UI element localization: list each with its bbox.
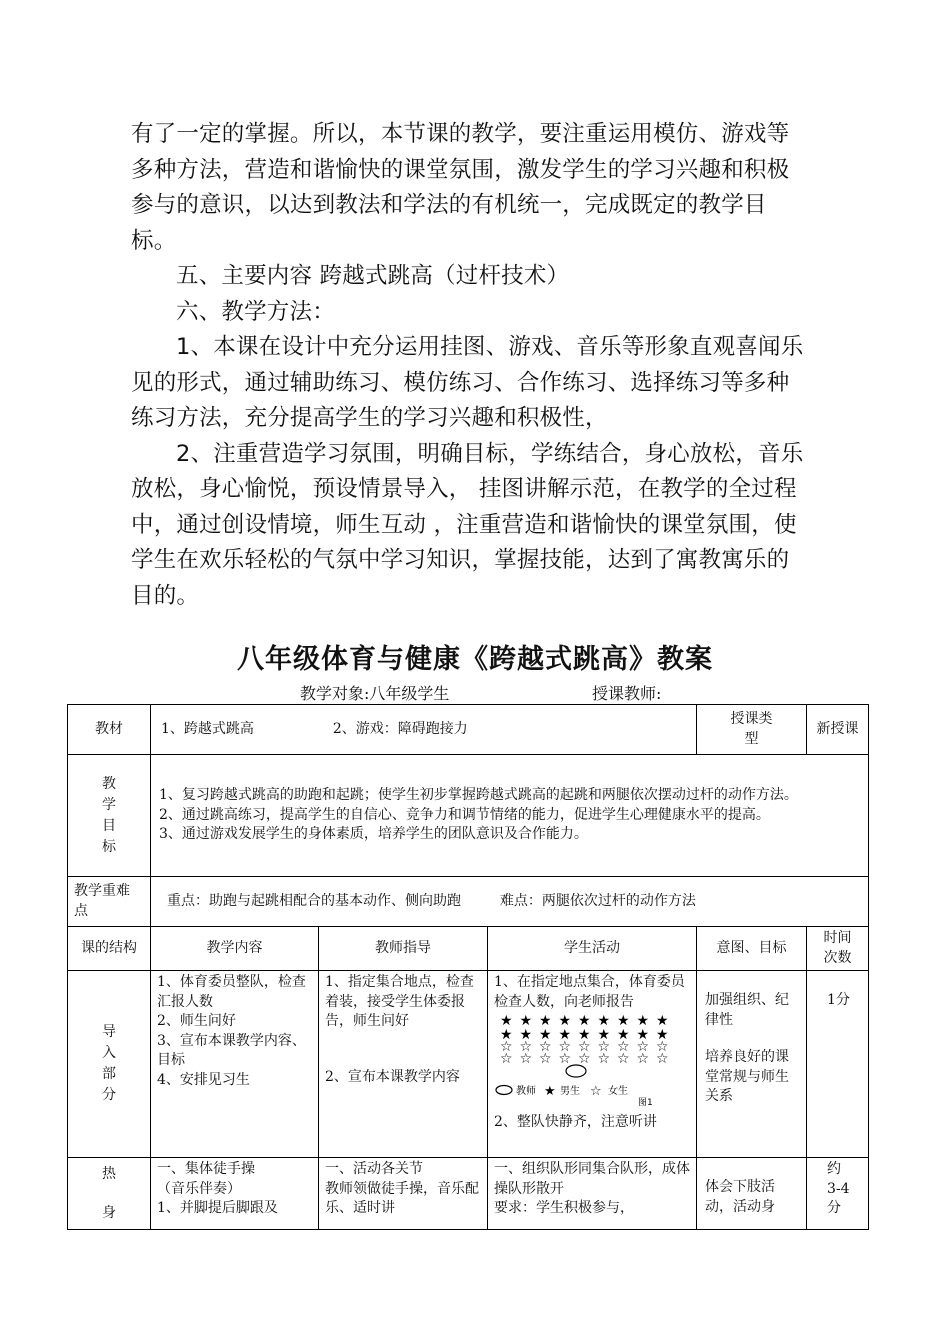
type-label: 授课类型 xyxy=(697,705,807,755)
material-label: 教材 xyxy=(68,705,151,755)
method-one: 1、本课在设计中充分运用挂图、游戏、音乐等形象直观喜闻乐见的形式，通过辅助练习、模仿练习、合作练习、选择练习等多种练习方法，充分提高学生的学习兴趣和积极性， xyxy=(131,334,804,431)
formation-diagram xyxy=(494,1014,684,1106)
warmup-time: 约 3-4 分 xyxy=(807,1158,869,1230)
header-teacher: 教师指导 xyxy=(319,927,488,971)
warmup-section-label: 热 身 xyxy=(68,1158,151,1230)
boy-star: ★ xyxy=(656,1027,669,1043)
boy-star: ★ xyxy=(617,1027,630,1043)
header-row xyxy=(68,927,869,971)
girl-star: ☆ xyxy=(558,1051,572,1067)
boy-star: ★ xyxy=(578,1014,591,1029)
intro-time: 1分 xyxy=(807,971,869,1158)
keypoints-row xyxy=(68,877,869,927)
boy-star: ★ xyxy=(519,1027,533,1043)
figure-label: 图1 xyxy=(638,1098,653,1106)
warmup-content: 一、集体徒手操 （音乐伴奏） 1、并脚提后脚跟及 xyxy=(151,1158,319,1230)
girl-star: ☆ xyxy=(636,1051,650,1067)
material-1: 1、跨越式跳高 xyxy=(161,720,254,737)
boy-star: ★ xyxy=(558,1027,572,1043)
paragraph-continuation: 有了一定的掌握。所以，本节课的教学，要注重运用模仿、游戏等多种方法，营造和谐愉快的课堂氛围，激发学生的学习兴趣和积极参与的意识，以达到教法和学法的有机统一，完成既定的教学目标。 xyxy=(131,121,790,254)
girl-star: ☆ xyxy=(636,1039,650,1055)
intro-student: 1、在指定地点集合，体育委员检查人数，向老师报告 ★ ★ ★ ★ ★ ★ ★ ★ ★ ★ ★ ★ ★ ★ ★ ★ ★ ★ ☆ ☆ ☆ ☆ ☆ ☆ ☆ ☆ ☆ ☆ ☆ ☆ ☆ ☆ ☆ ☆ ☆ ☆ 教师 ★ 男生 ☆ 女生 图1 2、整队快静齐，注意听讲 xyxy=(488,971,697,1158)
warmup-section-row xyxy=(68,1158,869,1230)
girl-star: ☆ xyxy=(578,1039,591,1055)
girl-star: ☆ xyxy=(656,1051,669,1067)
boy-star: ★ xyxy=(539,1027,552,1043)
teacher-legend-icon xyxy=(496,1086,512,1095)
legend-girl: 女生 xyxy=(608,1086,628,1097)
boy-star: ★ xyxy=(519,1014,533,1029)
girl-star: ☆ xyxy=(500,1039,513,1055)
boy-star: ★ xyxy=(656,1014,669,1029)
goal-3: 3、通过游戏发展学生的身体素质，培养学生的团队意识及合作能力。 xyxy=(159,826,588,843)
intro-section-row xyxy=(68,971,869,1158)
section-five: 五、主要内容 跨越式跳高（过杆技术） xyxy=(176,263,570,289)
section-six: 六、教学方法： xyxy=(176,298,335,325)
material-cell xyxy=(151,705,697,755)
girls-row-2 xyxy=(500,1051,669,1067)
boy-star: ★ xyxy=(636,1014,650,1029)
warmup-intent: 体会下肢活动，活动身 xyxy=(697,1158,807,1230)
girl-star: ☆ xyxy=(578,1051,591,1067)
type-value: 新授课 xyxy=(807,705,869,755)
teacher-field: 授课教师: xyxy=(592,684,662,703)
legend-teacher: 教师 xyxy=(516,1086,536,1097)
girl-star: ☆ xyxy=(656,1039,669,1055)
material-2: 2、游戏：障碍跑接力 xyxy=(332,720,468,737)
boy-star: ★ xyxy=(558,1014,572,1029)
goal-1: 1、复习跨越式跳高的助跑和起跳；使学生初步掌握跨越式跳高的起跳和两腿依次摆动过杆的动作方法。 xyxy=(159,787,798,804)
girl-star: ☆ xyxy=(519,1039,533,1055)
intro-content: 1、体育委员整队，检查汇报人数 2、师生问好 3、宣布本课教学内容、目标 4、安排见习生 xyxy=(151,971,319,1158)
boy-star: ★ xyxy=(617,1014,630,1029)
girl-star: ☆ xyxy=(539,1051,552,1067)
boy-star: ★ xyxy=(597,1014,611,1029)
goals-row xyxy=(68,755,869,877)
header-intent: 意图、目标 xyxy=(697,927,807,971)
girl-star: ☆ xyxy=(558,1039,572,1055)
warmup-student: 一、组织队形同集合队形，成体操队形散开 要求：学生积极参与， xyxy=(488,1158,697,1230)
lesson-plan-table xyxy=(67,704,869,1230)
girl-star: ☆ xyxy=(500,1051,513,1067)
intro-intent: 加强组织、纪律性 培养良好的课堂常规与师生关系 xyxy=(697,971,807,1158)
boy-star: ★ xyxy=(636,1027,650,1043)
teaching-target: 教学对象:八年级学生 xyxy=(300,684,450,703)
legend-boy: 男生 xyxy=(560,1086,580,1097)
header-structure: 课的结构 xyxy=(68,927,151,971)
goals-label: 教 学 目 标 xyxy=(68,755,151,877)
boy-star: ★ xyxy=(500,1027,513,1043)
boy-star: ★ xyxy=(597,1027,611,1043)
header-student: 学生活动 xyxy=(488,927,697,971)
boy-legend-icon: ★ xyxy=(544,1084,556,1099)
teacher-icon xyxy=(566,1065,586,1077)
keypoints-cell xyxy=(151,877,869,927)
difficulty: 难点：两腿依次过杆的动作方法 xyxy=(499,892,696,909)
intro-text xyxy=(131,117,811,614)
girl-star: ☆ xyxy=(617,1051,630,1067)
girl-star: ☆ xyxy=(597,1039,611,1055)
warmup-teacher: 一、活动各关节 教师领做徒手操，音乐配乐、适时讲 xyxy=(319,1158,488,1230)
girl-star: ☆ xyxy=(519,1051,533,1067)
header-time: 时间次数 xyxy=(807,927,869,971)
intro-teacher: 1、指定集合地点，检查着装，接受学生体委报告，师生问好 2、宣布本课教学内容 xyxy=(319,971,488,1158)
goals-cell xyxy=(151,755,869,877)
lesson-plan-title: 八年级体育与健康《跨越式跳高》教案 xyxy=(237,644,713,675)
boy-star: ★ xyxy=(539,1014,552,1029)
girl-legend-icon: ☆ xyxy=(590,1084,602,1099)
girl-star: ☆ xyxy=(617,1039,630,1055)
girl-star: ☆ xyxy=(539,1039,552,1055)
girl-star: ☆ xyxy=(597,1051,611,1067)
header-content: 教学内容 xyxy=(151,927,319,971)
boy-star: ★ xyxy=(500,1014,513,1029)
goal-2: 2、通过跳高练习，提高学生的自信心、竞争力和调节情绪的能力，促进学生心理健康水平的提高。 xyxy=(159,806,770,823)
keypoint: 重点：助跑与起跳相配合的基本动作、侧向助跑 xyxy=(167,892,461,909)
method-two: 2、注重营造学习氛围，明确目标，学练结合，身心放松，音乐放松，身心愉悦，预设情景导入， 挂图讲解示范，在教学的全过程中，通过创设情境，师生互动 ，注重营造和谐愉快的课堂氛围，使学生在欢乐轻松的气氛中学习知识，掌握技能，达到了寓教寓乐的目的。 xyxy=(131,440,804,609)
material-row xyxy=(68,705,869,755)
boy-star: ★ xyxy=(578,1027,591,1043)
keypoints-label: 教学重难点 xyxy=(68,877,151,927)
intro-section-label: 导 入 部 分 xyxy=(68,971,151,1158)
